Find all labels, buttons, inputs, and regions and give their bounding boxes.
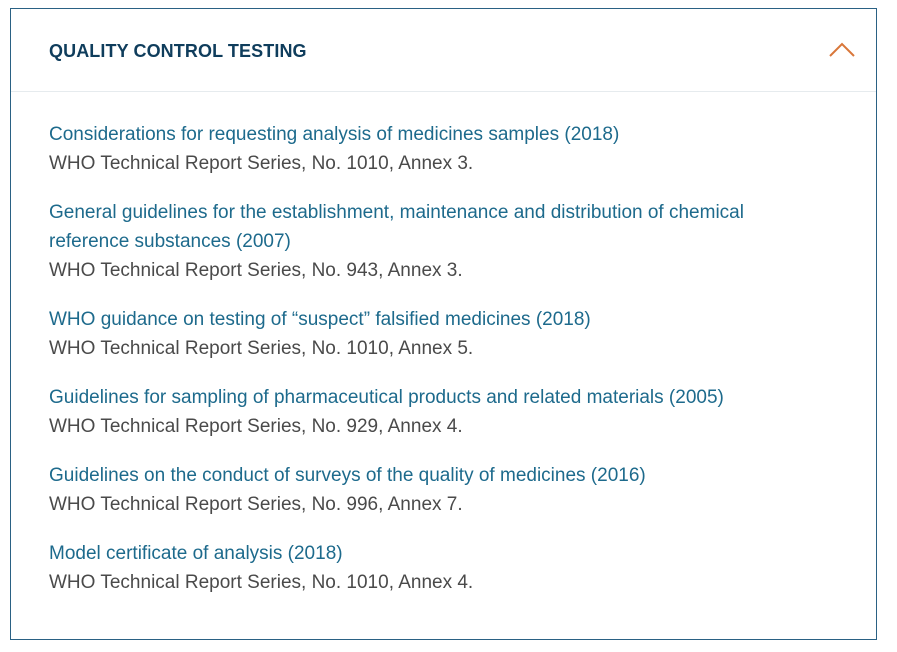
document-reference: WHO Technical Report Series, No. 1010, Annex 3. [49, 153, 474, 174]
document-reference: WHO Technical Report Series, No. 1010, Annex 5. [49, 338, 474, 359]
document-link[interactable]: Considerations for requesting analysis of medicines samples (2018) [49, 124, 620, 145]
list-item [49, 461, 838, 519]
list-item [49, 305, 838, 363]
document-link[interactable]: Model certificate of analysis (2018) [49, 543, 343, 564]
accordion-panel [10, 8, 877, 640]
document-link[interactable]: WHO guidance on testing of “suspect” falsified medicines (2018) [49, 309, 591, 330]
list-item [49, 120, 838, 178]
document-reference: WHO Technical Report Series, No. 943, Annex 3. [49, 260, 463, 281]
accordion-title: QUALITY CONTROL TESTING [49, 41, 307, 61]
document-reference: WHO Technical Report Series, No. 1010, Annex 4. [49, 572, 474, 593]
list-item [49, 198, 838, 285]
document-link[interactable]: General guidelines for the establishment, maintenance and distribution of chemical reference substances (2007) [49, 202, 744, 252]
accordion-header[interactable] [11, 9, 876, 92]
list-item [49, 383, 838, 441]
document-link[interactable]: Guidelines for sampling of pharmaceutical products and related materials (2005) [49, 387, 724, 408]
accordion-content [11, 92, 876, 597]
document-reference: WHO Technical Report Series, No. 996, Annex 7. [49, 494, 463, 515]
document-link[interactable]: Guidelines on the conduct of surveys of the quality of medicines (2016) [49, 465, 646, 486]
document-reference: WHO Technical Report Series, No. 929, Annex 4. [49, 416, 463, 437]
list-item [49, 539, 838, 597]
chevron-up-icon[interactable] [828, 42, 856, 58]
